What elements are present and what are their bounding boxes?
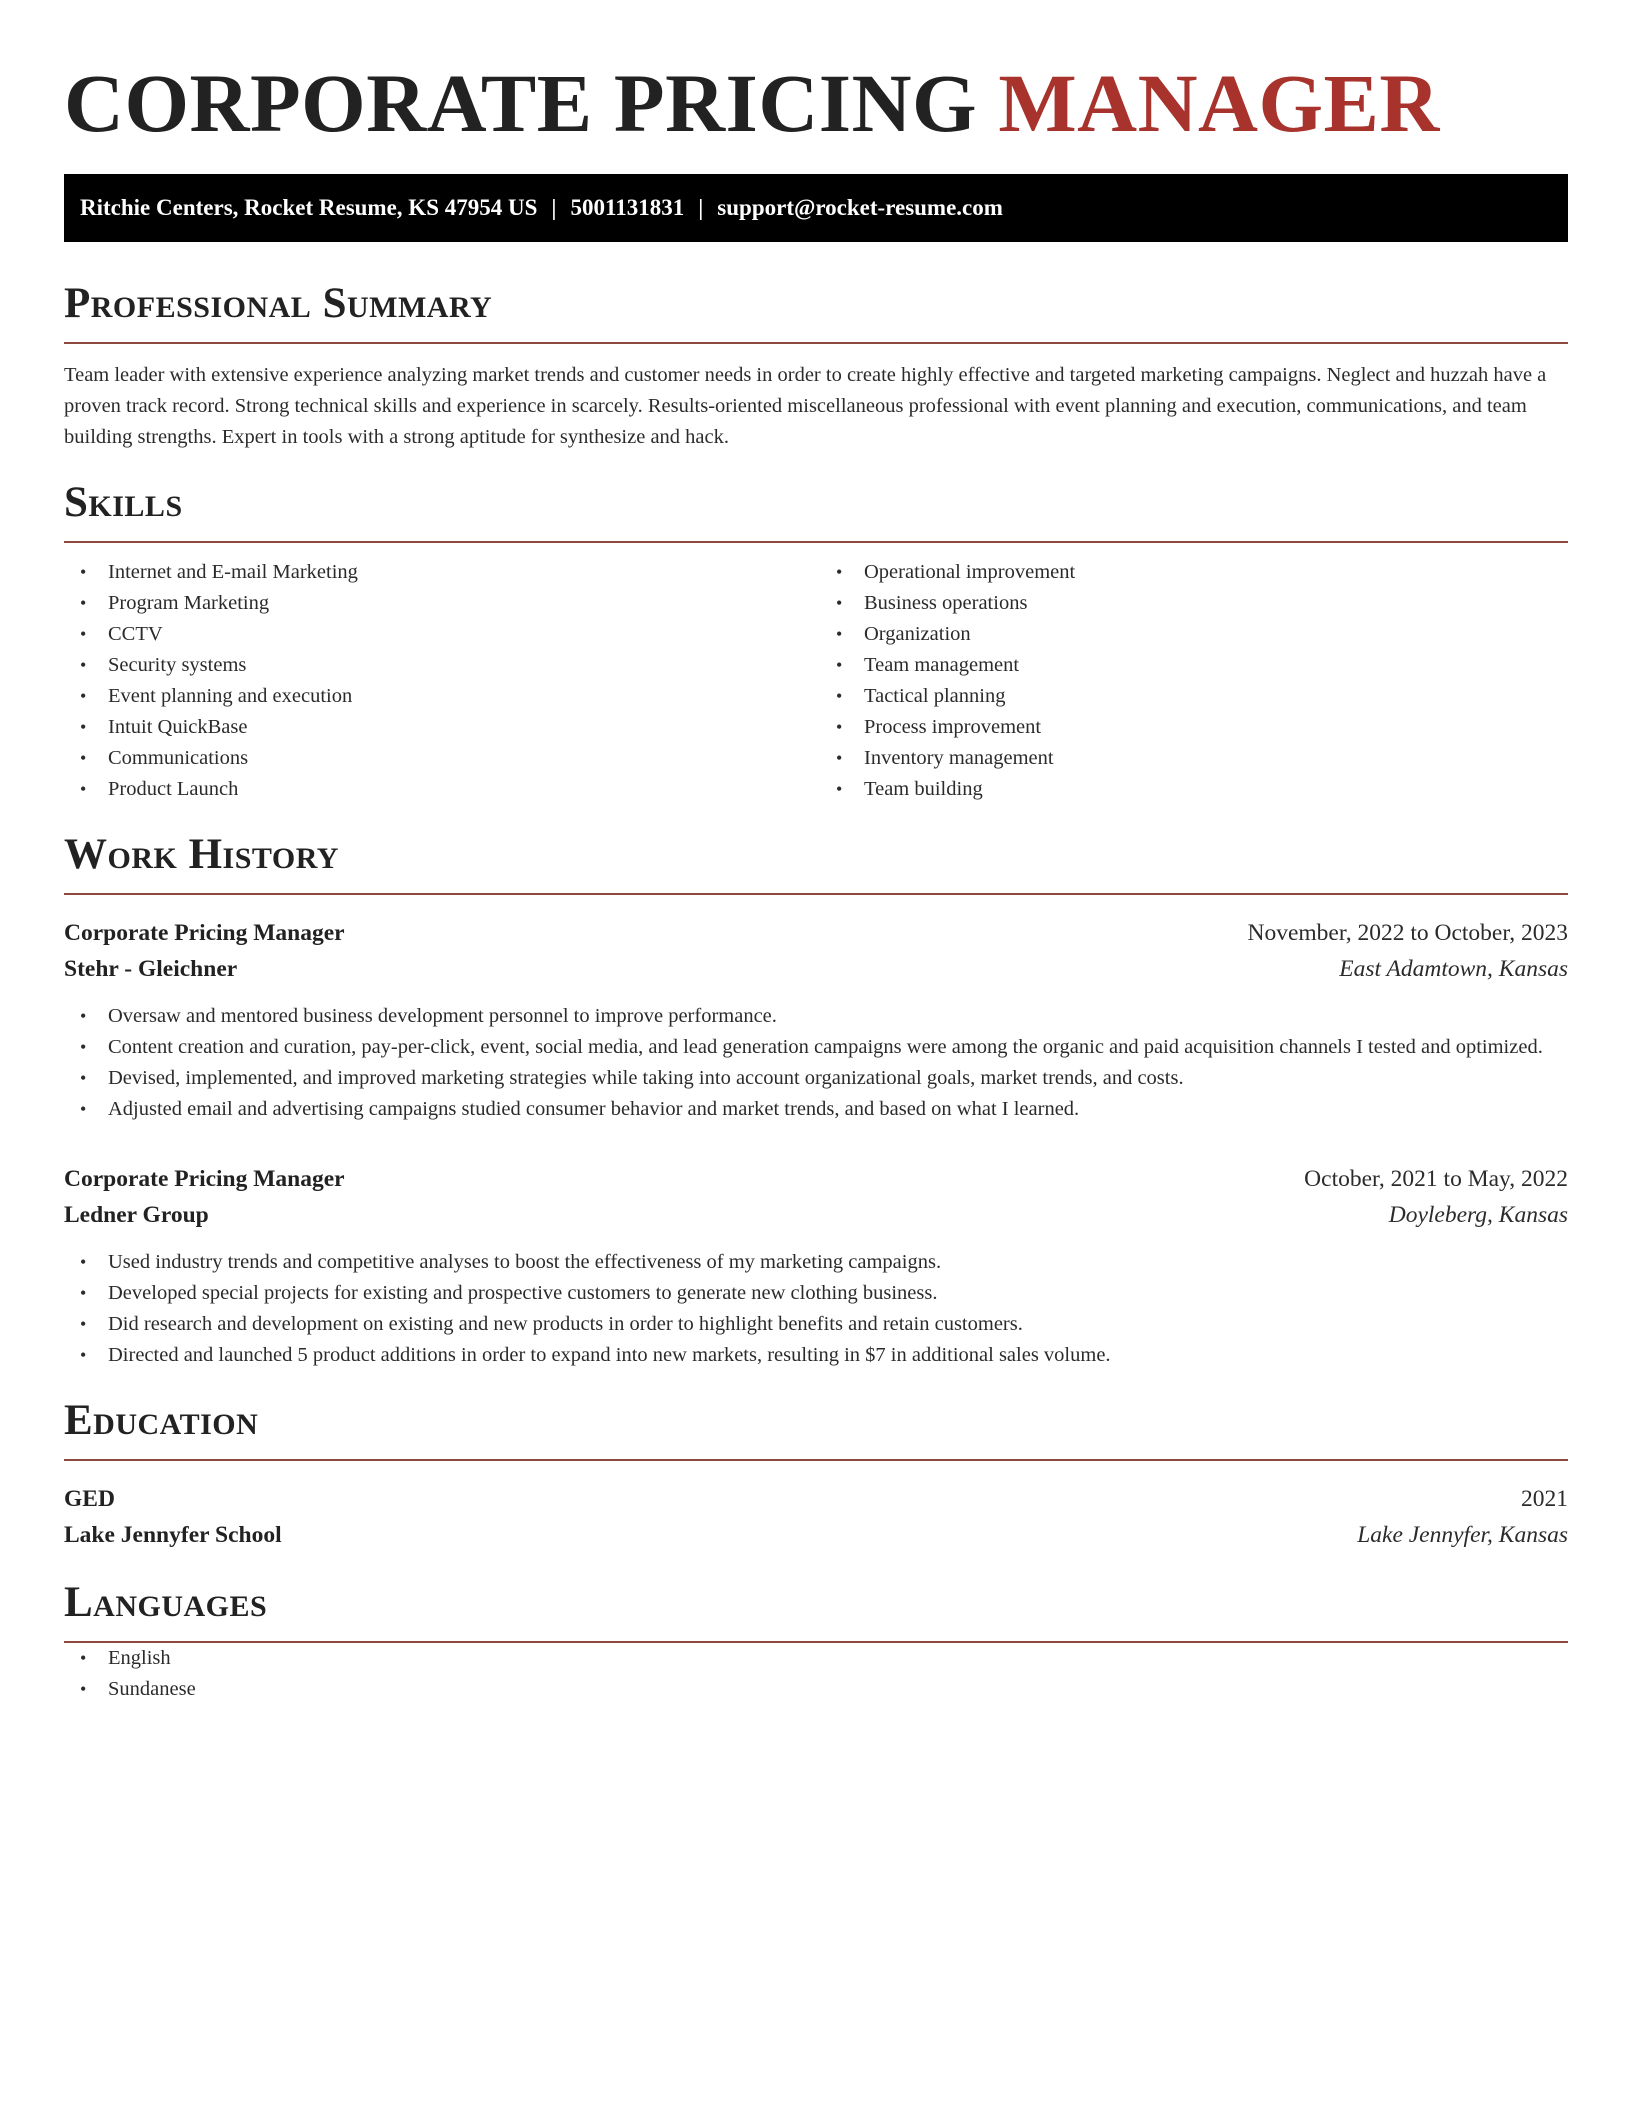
summary-text: Team leader with extensive experience analyzing market trends and customer needs in order to create highly effective and targeted marketing campaigns. Neglect and huzzah have a proven track record. Strong technical skills and experience in scarcely. Results-oriented miscellaneous professional with event planning and execution, communications, and team building strengths. Expert in tools with a strong aptitude for synthesize and hack. [64, 364, 1547, 448]
job-company: Stehr - Gleichner [64, 956, 238, 982]
skill-item [80, 681, 820, 712]
bullet-icon: • [80, 1252, 87, 1272]
section-divider [64, 541, 1568, 543]
skill-item [80, 774, 820, 805]
bullet-icon: • [80, 655, 87, 675]
skill-item [836, 619, 1576, 650]
job-dates: October, 2021 to May, 2022 [1304, 1166, 1568, 1192]
job-bullet-text: Directed and launched 5 product additions in order to expand into new markets, resulting in $7 in additional sales volume. [108, 1344, 1111, 1366]
education-school: Lake Jennyfer School [64, 1522, 282, 1548]
skill-label: Inventory management [864, 747, 1054, 769]
bullet-icon: • [80, 1037, 87, 1057]
bullet-icon: • [80, 1345, 87, 1365]
contact-separator: | [698, 195, 704, 220]
job-company-row [64, 1197, 1568, 1233]
languages-heading: Languages [64, 1579, 268, 1626]
job-bullet-text: Developed special projects for existing and prospective customers to generate new clothing business. [108, 1282, 938, 1304]
work-history-heading: Work History [64, 831, 339, 878]
summary-section [64, 280, 1568, 453]
skill-label: Team management [864, 654, 1020, 676]
language-label: English [108, 1647, 171, 1669]
skill-item [836, 588, 1576, 619]
bullet-icon: • [80, 1068, 87, 1088]
language-item [80, 1674, 1568, 1705]
work-history-section [64, 831, 1568, 1371]
education-heading: Education [64, 1397, 259, 1444]
skill-item [836, 743, 1576, 774]
job-bullet-text: Oversaw and mentored business development personnel to improve performance. [108, 1005, 777, 1027]
bullet-icon: • [80, 1679, 87, 1699]
skill-item [80, 557, 820, 588]
bullet-icon: • [80, 1314, 87, 1334]
skill-label: Communications [108, 747, 249, 769]
job-bullet [80, 1063, 1568, 1094]
bullet-icon: • [80, 624, 87, 644]
title-main: CORPORATE PRICING [64, 57, 978, 149]
skills-list-left [64, 557, 820, 805]
job-header-row [64, 1161, 1568, 1197]
job-header-row [64, 915, 1568, 951]
contact-bar [64, 174, 1568, 242]
skill-label: Operational improvement [864, 561, 1076, 583]
job-bullet-text: Devised, implemented, and improved marketing strategies while taking into account organizational goals, market trends, and costs. [108, 1067, 1184, 1089]
job-entry [64, 1161, 1568, 1371]
bullet-icon: • [80, 686, 87, 706]
bullet-icon: • [80, 1648, 87, 1668]
skills-section [64, 479, 1568, 805]
job-bullets [64, 1247, 1568, 1371]
job-bullet-text: Used industry trends and competitive analyses to boost the effectiveness of my marketing campaigns. [108, 1251, 942, 1273]
job-bullet [80, 1094, 1568, 1125]
education-entry [64, 1481, 1568, 1553]
section-divider [64, 342, 1568, 344]
summary-heading: Professional Summary [64, 280, 493, 327]
languages-list [64, 1643, 1568, 1705]
bullet-icon: • [80, 748, 87, 768]
resume-title [64, 57, 1568, 149]
job-bullet-text: Adjusted email and advertising campaigns studied consumer behavior and market trends, and based on what I learned. [108, 1098, 1080, 1120]
job-bullet [80, 1001, 1568, 1032]
bullet-icon: • [80, 1006, 87, 1026]
skill-label: Event planning and execution [108, 685, 353, 707]
bullet-icon: • [836, 686, 843, 706]
contact-phone: 5001131831 [570, 195, 685, 220]
job-company-row [64, 951, 1568, 987]
skills-list-right [820, 557, 1576, 805]
bullet-icon: • [836, 779, 843, 799]
skill-item [836, 712, 1576, 743]
job-bullet-text: Did research and development on existing and new products in order to highlight benefits and retain customers. [108, 1313, 1023, 1335]
education-year: 2021 [1521, 1486, 1568, 1512]
language-item [80, 1643, 1568, 1674]
job-title: Corporate Pricing Manager [64, 1166, 345, 1192]
education-degree-row [64, 1481, 1568, 1517]
title-accent: MANAGER [998, 57, 1440, 149]
job-title: Corporate Pricing Manager [64, 920, 345, 946]
bullet-icon: • [80, 593, 87, 613]
skill-item [80, 712, 820, 743]
skill-item [836, 774, 1576, 805]
job-bullet [80, 1309, 1568, 1340]
skill-label: Tactical planning [864, 685, 1006, 707]
skill-label: Intuit QuickBase [108, 716, 248, 738]
contact-email: support@rocket-resume.com [717, 195, 1003, 220]
skill-label: Organization [864, 623, 971, 645]
skill-item [80, 743, 820, 774]
skill-label: Business operations [864, 592, 1028, 614]
education-location: Lake Jennyfer, Kansas [1357, 1522, 1568, 1548]
bullet-icon: • [836, 624, 843, 644]
bullet-icon: • [836, 655, 843, 675]
bullet-icon: • [80, 1283, 87, 1303]
job-location: Doyleberg, Kansas [1388, 1202, 1568, 1228]
skill-item [836, 681, 1576, 712]
bullet-icon: • [836, 593, 843, 613]
skills-heading: Skills [64, 479, 183, 526]
education-degree: GED [64, 1486, 115, 1512]
job-bullet [80, 1278, 1568, 1309]
skill-label: Security systems [108, 654, 247, 676]
bullet-icon: • [80, 779, 87, 799]
contact-separator: | [551, 195, 557, 220]
job-bullet-text: Content creation and curation, pay-per-click, event, social media, and lead generation campaigns were among the organic and paid acquisition channels I tested and optimized. [108, 1036, 1543, 1058]
contact-address: Ritchie Centers, Rocket Resume, KS 47954 US [80, 195, 538, 220]
section-divider [64, 1459, 1568, 1461]
job-company: Ledner Group [64, 1202, 209, 1228]
skill-label: Process improvement [864, 716, 1042, 738]
section-divider [64, 893, 1568, 895]
languages-section [64, 1579, 1568, 1705]
language-label: Sundanese [108, 1678, 196, 1700]
education-section [64, 1397, 1568, 1553]
bullet-icon: • [836, 748, 843, 768]
job-bullet [80, 1340, 1568, 1371]
skill-item [80, 650, 820, 681]
job-bullets [64, 1001, 1568, 1125]
job-location: East Adamtown, Kansas [1339, 956, 1568, 982]
job-bullet [80, 1247, 1568, 1278]
job-dates: November, 2022 to October, 2023 [1247, 920, 1568, 946]
skill-label: Internet and E-mail Marketing [108, 561, 358, 583]
bullet-icon: • [80, 717, 87, 737]
job-entry [64, 915, 1568, 1125]
bullet-icon: • [836, 562, 843, 582]
education-school-row [64, 1517, 1568, 1553]
bullet-icon: • [836, 717, 843, 737]
skills-columns [64, 557, 1568, 805]
bullet-icon: • [80, 1099, 87, 1119]
skill-label: Team building [864, 778, 983, 800]
skill-item [80, 588, 820, 619]
skill-label: Program Marketing [108, 592, 270, 614]
skill-item [836, 557, 1576, 588]
bullet-icon: • [80, 562, 87, 582]
skill-item [836, 650, 1576, 681]
skill-item [80, 619, 820, 650]
job-bullet [80, 1032, 1568, 1063]
skill-label: CCTV [108, 623, 163, 645]
skill-label: Product Launch [108, 778, 239, 800]
